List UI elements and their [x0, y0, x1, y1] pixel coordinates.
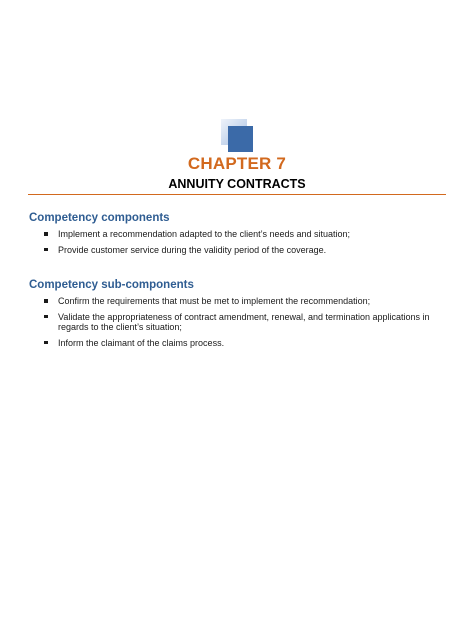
list-item	[44, 229, 444, 240]
list-item	[44, 312, 444, 333]
competency-components-list	[44, 229, 444, 260]
bullet-icon	[44, 341, 48, 345]
section-heading-competency-components: Competency components	[29, 212, 170, 224]
list-item-text: Inform the claimant of the claims process.	[58, 337, 225, 348]
bullet-icon	[44, 315, 48, 319]
chapter-subtitle: ANNUITY CONTRACTS	[168, 177, 306, 191]
chapter-logo-icon	[221, 119, 254, 153]
list-item-text: Provide customer service during the validity period of the coverage.	[58, 244, 327, 255]
list-item	[44, 296, 444, 307]
bullet-icon	[44, 248, 48, 252]
list-item	[44, 245, 444, 256]
list-item	[44, 338, 444, 349]
bullet-icon	[44, 299, 48, 303]
title-divider	[28, 194, 446, 195]
section-heading-competency-sub-components: Competency sub-components	[29, 279, 194, 291]
list-item-text: Implement a recommendation adapted to the client’s needs and situation;	[58, 229, 351, 239]
list-item-text: Validate the appropriateness of contract amendment, renewal, and termination applications in regards to the client’s situation;	[58, 311, 430, 332]
chapter-title: CHAPTER 7	[187, 154, 287, 173]
logo-front-square	[228, 126, 253, 152]
bullet-icon	[44, 232, 48, 236]
list-item-text: Confirm the requirements that must be met to implement the recommendation;	[58, 296, 371, 306]
competency-sub-components-list	[44, 296, 444, 353]
